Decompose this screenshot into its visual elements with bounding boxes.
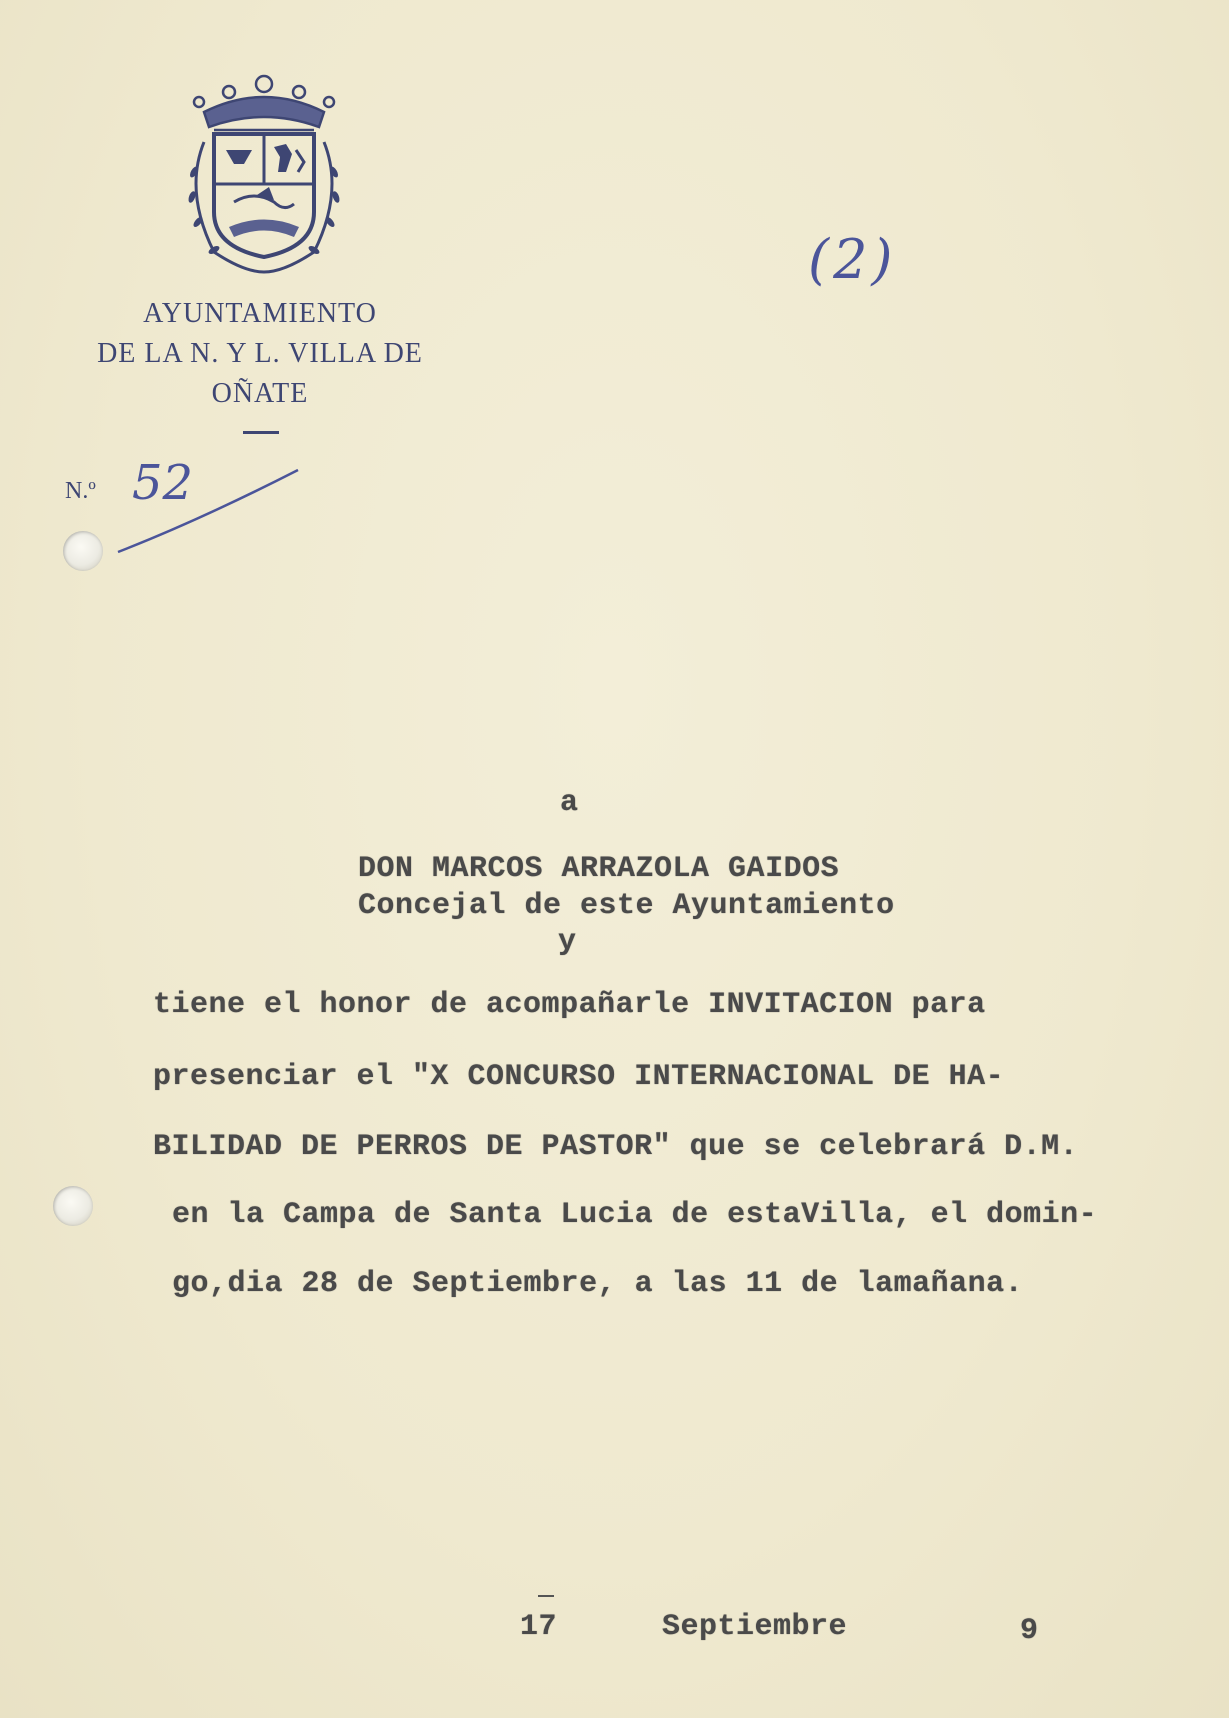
body-line: go,dia 28 de Septiembre, a las 11 de lamañana. [172, 1267, 1024, 1301]
letterhead-line-1: AYUNTAMIENTO [143, 298, 377, 329]
punch-hole-bottom [53, 1186, 93, 1226]
date-year-suffix: 9 [1020, 1614, 1039, 1648]
letterhead-line-2: DE LA N. Y L. VILLA DE [97, 338, 423, 369]
number-label: N.º [65, 478, 96, 504]
date-day: 17 [520, 1610, 558, 1644]
handwritten-number: 52 [132, 455, 194, 511]
letterhead-divider [243, 431, 279, 434]
recipient-role: Concejal de este Ayuntamiento [358, 889, 895, 923]
recipient-name: DON MARCOS ARRAZOLA GAIDOS [358, 852, 840, 886]
coat-of-arms-crest [174, 72, 354, 277]
date-mark [538, 1595, 554, 1597]
salutation: a [560, 786, 579, 820]
body-line: BILIDAD DE PERROS DE PASTOR" que se celebrará D.M. [153, 1130, 1079, 1164]
body-line: en la Campa de Santa Lucia de estaVilla, el domin- [172, 1198, 1098, 1232]
body-line: presenciar el "X CONCURSO INTERNACIONAL DE HA- [153, 1060, 1005, 1094]
body-line: tiene el honor de acompañarle INVITACION para [153, 988, 986, 1022]
date-month: Septiembre [662, 1610, 848, 1644]
handwritten-sheet-number: (2) [808, 228, 897, 291]
punch-hole-top [63, 531, 103, 571]
conjunction: y [558, 925, 577, 959]
letterhead-line-3: OÑATE [211, 378, 309, 409]
